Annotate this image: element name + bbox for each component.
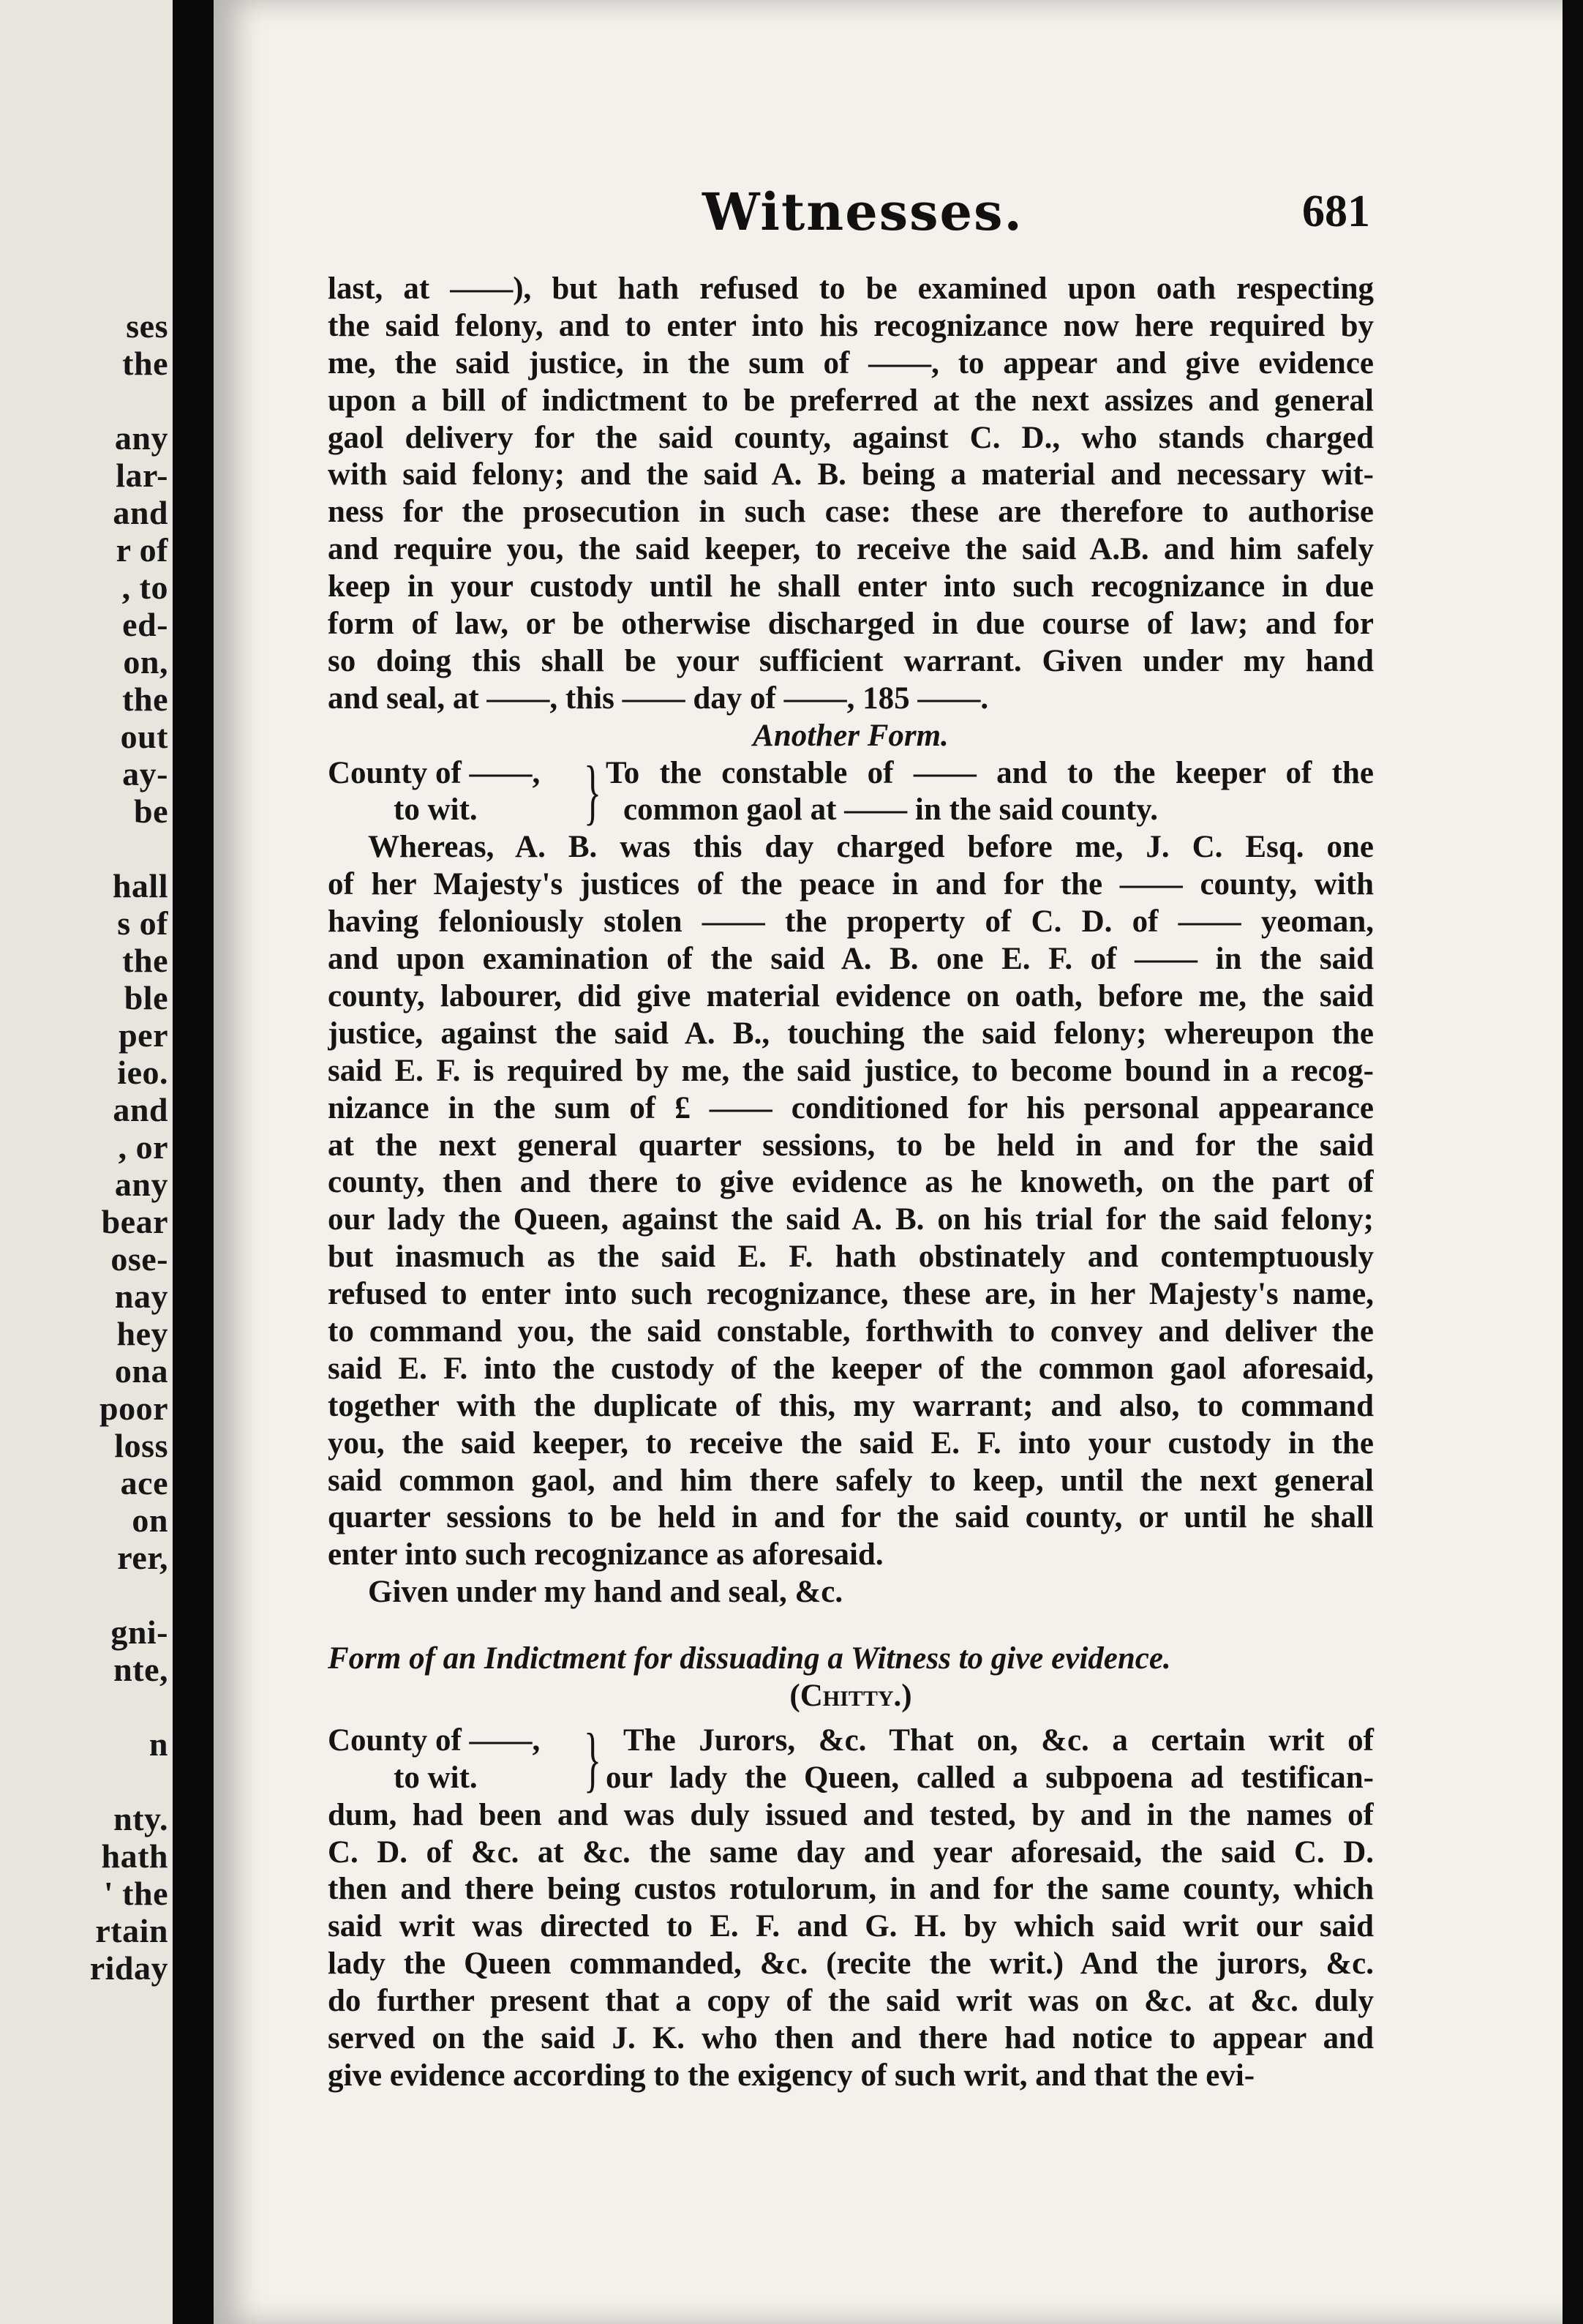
facing-page-fragment: be <box>134 792 168 830</box>
facing-page-fragment: out <box>120 718 168 755</box>
brace-glyph: } <box>584 1717 601 1799</box>
facing-page-fragment: hey <box>116 1315 168 1352</box>
facing-page-fragment: gni- <box>110 1613 168 1651</box>
facing-page-fragment: ses <box>126 307 168 345</box>
facing-page-fragment: lar- <box>116 457 168 494</box>
caption-block-1 <box>328 750 1374 832</box>
brace-glyph: } <box>584 750 601 832</box>
text-line: me, the said justice, in the sum of ——, to appear and give evidence <box>328 345 1374 381</box>
source-citation: (Chitty.) <box>789 1678 912 1713</box>
facing-page-fragment: ieo. <box>117 1054 168 1091</box>
facing-page-fragment: on, <box>123 643 168 681</box>
facing-page-fragment: , to <box>121 569 168 606</box>
another-form-text <box>328 829 1374 1574</box>
caption-address-1: To the constable of —— and to the keeper of the <box>606 755 1374 790</box>
caption-county: County of ——, <box>328 755 541 790</box>
text-line: then and there being custos rotulorum, in and for the same county, which <box>328 1872 1374 1907</box>
text-line: said common gaol, and him there safely to keep, until the next general <box>328 1463 1374 1498</box>
facing-page-fragment: r of <box>116 531 168 569</box>
text-line: said E. F. into the custody of the keeper of the common gaol aforesaid, <box>328 1351 1374 1386</box>
facing-page-fragment: and <box>113 1091 168 1128</box>
text-line: county, labourer, did give material evidence on oath, before me, the said <box>328 978 1374 1013</box>
text-line: said writ was directed to E. F. and G. H. by which said writ our said <box>328 1909 1374 1944</box>
text-line: said E. F. is required by me, the said justice, to become bound in a recog- <box>328 1053 1374 1088</box>
heading-another-form: Another Form. <box>753 718 949 753</box>
facing-page-fragment: ble <box>124 979 168 1016</box>
warrant-continuation <box>328 271 1374 718</box>
text-line: together with the duplicate of this, my warrant; and also, to command <box>328 1388 1374 1423</box>
facing-page-fragment <box>0 1763 168 1800</box>
facing-page-fragment: per <box>119 1016 168 1054</box>
facing-page-fragment: any <box>114 419 168 457</box>
indictment-text <box>328 1797 1374 2095</box>
facing-page-fragment <box>0 1688 168 1725</box>
text-line: you, the said keeper, to receive the said E. F. into your custody in the <box>328 1425 1374 1461</box>
text-line: Whereas, A. B. was this day charged before me, J. C. Esq. one <box>368 830 1374 865</box>
caption-jurors-1: The Jurors, &c. That on, &c. a certain writ of <box>623 1723 1374 1758</box>
facing-page-fragment: riday <box>89 1949 168 1987</box>
facing-page-fragment: and <box>113 494 168 531</box>
text-line: last, at ——), but hath refused to be examined upon oath respecting <box>328 271 1374 306</box>
facing-page-fragment: rtain <box>95 1912 168 1949</box>
text-line: with said felony; and the said A. B. being a material and necessary wit- <box>328 457 1374 492</box>
facing-page-fragment: ' the <box>103 1875 168 1912</box>
text-line: form of law, or be otherwise discharged in due course of law; and for <box>328 607 1374 642</box>
text-line: and seal, at ——, this —— day of ——, 185 ——. <box>328 681 989 716</box>
text-line: ness for the prosecution in such case: these are therefore to authorise <box>328 495 1374 530</box>
text-line: dum, had been and was duly issued and tested, by and in the names of <box>328 1797 1374 1832</box>
scan-edge <box>1563 0 1583 2324</box>
caption-county: County of ——, <box>328 1723 541 1758</box>
text-line: keep in your custody until he shall enter into such recognizance in due <box>328 569 1374 604</box>
text-line: nizance in the sum of £ —— conditioned for his personal appearance <box>328 1090 1374 1125</box>
facing-page-fragment: rer, <box>117 1539 168 1576</box>
text-line: do further present that a copy of the said writ was on &c. at &c. duly <box>328 1984 1374 2019</box>
text-line: to command you, the said constable, forthwith to convey and deliver the <box>328 1313 1374 1349</box>
spacer <box>328 1715 1374 1723</box>
text-line: justice, against the said A. B., touching the said felony; whereupon the <box>328 1016 1374 1051</box>
facing-page-fragment: hall <box>112 867 168 904</box>
heading-indictment: Form of an Indictment for dissuading a Witness to give evidence. <box>328 1641 1171 1676</box>
facing-page-fragment: s of <box>117 904 168 942</box>
facing-page-fragment: ona <box>114 1352 168 1390</box>
running-header: Witnesses. <box>702 181 1023 242</box>
facing-page-fragment <box>0 830 168 867</box>
facing-page-fragment: any <box>114 1166 168 1203</box>
facing-page-fragment: hath <box>101 1837 168 1875</box>
facing-page-fragment: ose- <box>110 1240 168 1278</box>
spacer <box>328 1611 1374 1641</box>
text-line: county, then and there to give evidence as he knoweth, on the part of <box>328 1165 1374 1200</box>
text-line: and require you, the said keeper, to receive the said A.B. and him safely <box>328 532 1374 567</box>
text-line: at the next general quarter sessions, to be held in and for the said <box>328 1128 1374 1163</box>
text-line: enter into such recognizance as aforesaid. <box>328 1537 884 1573</box>
caption-address-2: common gaol at —— in the said county. <box>623 792 1159 828</box>
facing-page-fragment <box>0 1576 168 1613</box>
text-line: and upon examination of the said A. B. one E. F. of —— in the said <box>328 942 1374 977</box>
facing-page-fragment: nte, <box>113 1651 168 1688</box>
facing-page-fragment: ace <box>120 1464 168 1502</box>
facing-page-fragment: nay <box>114 1278 168 1315</box>
text-line: our lady the Queen, against the said A. B. on his trial for the said felony; <box>328 1202 1374 1237</box>
facing-page-fragment: the <box>122 345 168 382</box>
text-line: having feloniously stolen —— the property of C. D. of —— yeoman, <box>328 904 1374 940</box>
text-line: quarter sessions to be held in and for the said county, or until he shall <box>328 1500 1374 1535</box>
facing-page-fragment: nty. <box>113 1800 168 1837</box>
text-line: lady the Queen commanded, &c. (recite the writ.) And the jurors, &c. <box>328 1946 1374 1982</box>
facing-page-fragment: on <box>132 1502 168 1539</box>
facing-page-fragment: the <box>122 681 168 718</box>
facing-page-fragment: ed- <box>122 606 168 643</box>
facing-page-fragment: poor <box>99 1390 168 1427</box>
text-line: so doing this shall be your sufficient warrant. Given under my hand <box>328 643 1374 678</box>
caption-block-2 <box>328 1717 1374 1799</box>
facing-page-fragment: n <box>148 1725 168 1763</box>
facing-page-fragment: ay- <box>122 755 168 792</box>
page-body <box>328 271 1374 2095</box>
text-line: refused to enter into such recognizance, these are, in her Majesty's name, <box>328 1277 1374 1312</box>
page-number: 681 <box>1302 187 1370 236</box>
facing-page-fragment <box>0 382 168 419</box>
text-line: of her Majesty's justices of the peace in and for the —— county, with <box>328 867 1374 902</box>
text-line: upon a bill of indictment to be preferred at the next assizes and general <box>328 383 1374 418</box>
text-line: C. D. of &c. at &c. the same day and year aforesaid, the said C. D. <box>328 1834 1374 1870</box>
caption-jurors-2: our lady the Queen, called a subpoena ad testifican- <box>606 1760 1374 1795</box>
given-under-line: Given under my hand and seal, &c. <box>368 1575 843 1610</box>
facing-page-fragment: the <box>122 942 168 979</box>
text-line: gaol delivery for the said county, against C. D., who stands charged <box>328 420 1374 455</box>
book-gutter <box>173 0 214 2324</box>
facing-page-fragment: bear <box>101 1203 168 1240</box>
text-line: served on the said J. K. who then and there had notice to appear and <box>328 2021 1374 2055</box>
caption-to-wit: to wit. <box>394 1760 478 1795</box>
facing-page-text <box>0 307 168 1987</box>
facing-page-fragment: loss <box>114 1427 168 1464</box>
text-line: give evidence according to the exigency of such writ, and that the evi- <box>328 2058 1255 2093</box>
facing-page-fragment: , or <box>118 1128 168 1166</box>
text-line: the said felony, and to enter into his recognizance now here required by <box>328 308 1374 343</box>
caption-to-wit: to wit. <box>394 792 478 828</box>
text-line: but inasmuch as the said E. F. hath obstinately and contemptuously <box>328 1240 1374 1275</box>
